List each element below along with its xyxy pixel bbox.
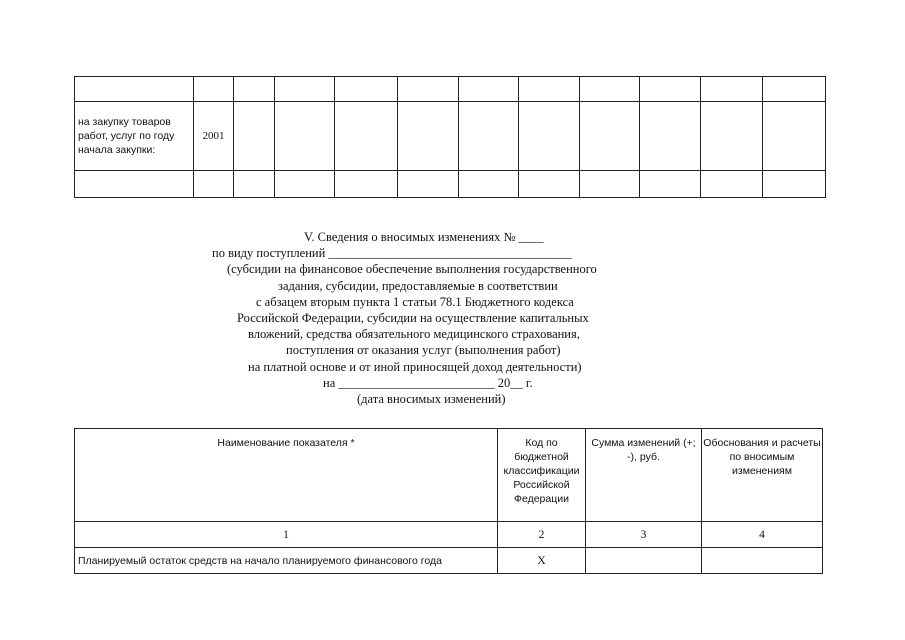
paren-line: поступления от оказания услуг (выполнения работ) — [286, 343, 561, 358]
column-number: 3 — [586, 522, 702, 548]
row-name: Планируемый остаток средств на начало планируемого финансового года — [75, 548, 498, 574]
header-row — [75, 429, 823, 522]
row-amount — [586, 548, 702, 574]
top-table — [74, 76, 826, 198]
changes-table — [74, 428, 823, 574]
row-label: на закупку товаров работ, услуг по году начала закупки: — [75, 102, 194, 171]
top-table-row — [75, 171, 826, 198]
top-table-row — [75, 102, 826, 171]
by-type-line: по виду поступлений _______________________________________ — [212, 246, 573, 261]
column-number: 2 — [498, 522, 586, 548]
table-row — [75, 548, 823, 574]
paren-line: с абзацем вторым пункта 1 статьи 78.1 Бюджетного кодекса — [256, 294, 574, 309]
header-budget-code: Код по бюджетной классификации Российской Федерации — [498, 429, 586, 522]
row-justification — [702, 548, 823, 574]
row-code: 2001 — [194, 102, 234, 171]
paren-line: Российской Федерации, субсидии на осуществление капитальных — [237, 311, 589, 326]
top-table-row — [75, 77, 826, 102]
column-number: 4 — [702, 522, 823, 548]
section-title: V. Сведения о вносимых изменениях № ____ — [304, 230, 544, 244]
paren-line: вложений, средства обязательного медицинского страхования, — [248, 327, 580, 342]
paren-line: на платной основе и от иной приносящей доход деятельности) — [248, 359, 582, 374]
date-caption: (дата вносимых изменений) — [357, 392, 506, 407]
row-code: X — [498, 548, 586, 574]
column-number-row — [75, 522, 823, 548]
paren-line: (субсидии на финансовое обеспечение выполнения государственного — [227, 262, 597, 277]
section-heading — [190, 229, 710, 407]
date-line: на _________________________ 20__ г. — [323, 375, 533, 390]
paren-line: задания, субсидии, предоставляемые в соответствии — [278, 278, 558, 293]
header-change-amount: Сумма изменений (+; -), руб. — [586, 429, 702, 522]
header-indicator-name: Наименование показателя * — [75, 429, 498, 522]
header-justification: Обоснования и расчеты по вносимым изменениям — [702, 429, 823, 522]
column-number: 1 — [75, 522, 498, 548]
